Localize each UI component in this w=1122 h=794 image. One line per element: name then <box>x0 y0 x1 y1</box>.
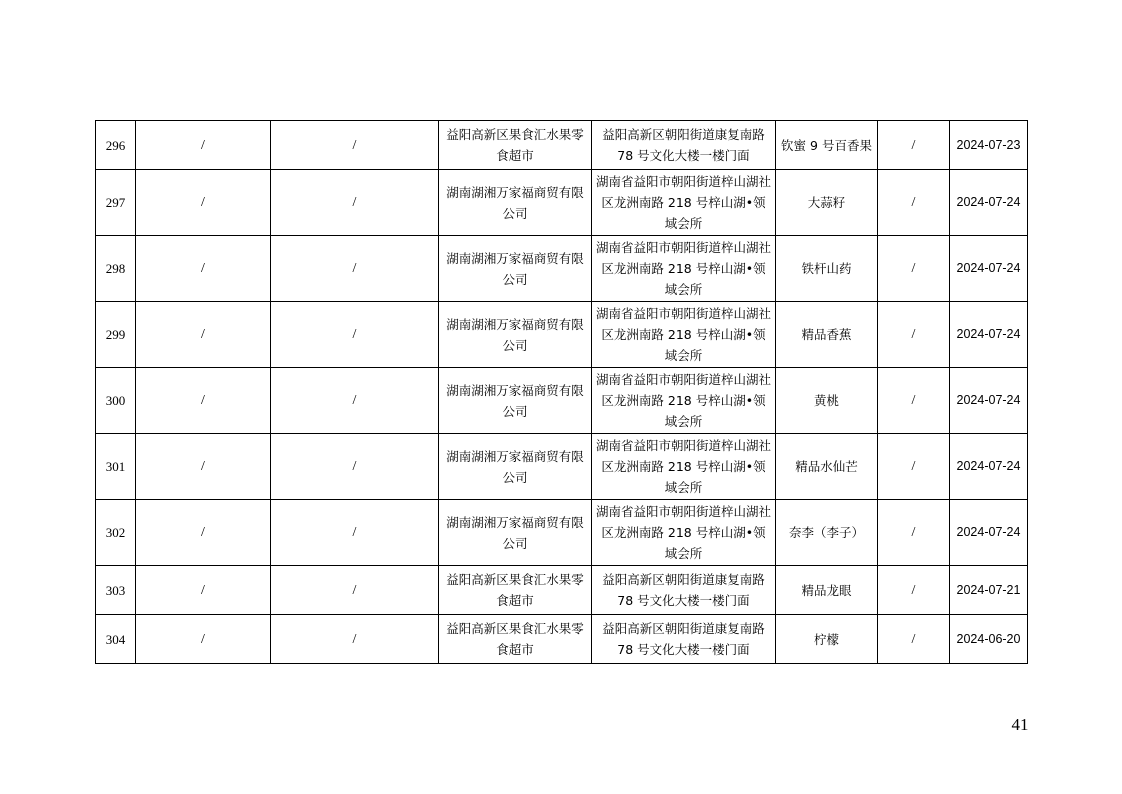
row-number: 303 <box>96 566 136 615</box>
empty-cell: / <box>271 615 439 664</box>
address-cell: 益阳高新区朝阳街道康复南路 78 号文化大楼一楼门面 <box>592 615 776 664</box>
address-cell: 湖南省益阳市朝阳街道梓山湖社区龙洲南路 218 号梓山湖•领域会所 <box>592 500 776 566</box>
company-cell: 湖南湖湘万家福商贸有限公司 <box>439 368 592 434</box>
results-table <box>95 120 1028 664</box>
empty-cell: / <box>136 236 271 302</box>
address-cell: 湖南省益阳市朝阳街道梓山湖社区龙洲南路 218 号梓山湖•领域会所 <box>592 170 776 236</box>
company-cell: 湖南湖湘万家福商贸有限公司 <box>439 500 592 566</box>
product-cell: 精品龙眼 <box>776 566 878 615</box>
row-number: 299 <box>96 302 136 368</box>
empty-cell: / <box>271 368 439 434</box>
date-cell: 2024-07-24 <box>950 236 1028 302</box>
table-row <box>96 434 1028 500</box>
product-cell: 铁杆山药 <box>776 236 878 302</box>
product-cell: 精品水仙芒 <box>776 434 878 500</box>
date-cell: 2024-07-24 <box>950 170 1028 236</box>
row-number: 298 <box>96 236 136 302</box>
empty-cell: / <box>878 500 950 566</box>
product-cell: 大蒜籽 <box>776 170 878 236</box>
table-row <box>96 302 1028 368</box>
date-cell: 2024-07-23 <box>950 121 1028 170</box>
empty-cell: / <box>136 368 271 434</box>
company-cell: 湖南湖湘万家福商贸有限公司 <box>439 302 592 368</box>
empty-cell: / <box>271 121 439 170</box>
empty-cell: / <box>136 121 271 170</box>
empty-cell: / <box>271 236 439 302</box>
product-cell: 奈李（李子） <box>776 500 878 566</box>
date-cell: 2024-07-24 <box>950 500 1028 566</box>
address-cell: 湖南省益阳市朝阳街道梓山湖社区龙洲南路 218 号梓山湖•领域会所 <box>592 236 776 302</box>
company-cell: 益阳高新区果食汇水果零食超市 <box>439 615 592 664</box>
empty-cell: / <box>878 615 950 664</box>
table-row <box>96 121 1028 170</box>
date-cell: 2024-07-24 <box>950 368 1028 434</box>
empty-cell: / <box>136 434 271 500</box>
empty-cell: / <box>878 434 950 500</box>
date-cell: 2024-07-24 <box>950 302 1028 368</box>
table-row <box>96 615 1028 664</box>
company-cell: 湖南湖湘万家福商贸有限公司 <box>439 236 592 302</box>
row-number: 297 <box>96 170 136 236</box>
table-row <box>96 236 1028 302</box>
company-cell: 益阳高新区果食汇水果零食超市 <box>439 566 592 615</box>
empty-cell: / <box>878 302 950 368</box>
empty-cell: / <box>136 566 271 615</box>
empty-cell: / <box>136 170 271 236</box>
table-row <box>96 170 1028 236</box>
address-cell: 湖南省益阳市朝阳街道梓山湖社区龙洲南路 218 号梓山湖•领域会所 <box>592 368 776 434</box>
empty-cell: / <box>878 170 950 236</box>
date-cell: 2024-07-21 <box>950 566 1028 615</box>
row-number: 304 <box>96 615 136 664</box>
row-number: 301 <box>96 434 136 500</box>
date-cell: 2024-06-20 <box>950 615 1028 664</box>
row-number: 302 <box>96 500 136 566</box>
product-cell: 柠檬 <box>776 615 878 664</box>
company-cell: 湖南湖湘万家福商贸有限公司 <box>439 434 592 500</box>
empty-cell: / <box>271 170 439 236</box>
row-number: 296 <box>96 121 136 170</box>
company-cell: 益阳高新区果食汇水果零食超市 <box>439 121 592 170</box>
date-cell: 2024-07-24 <box>950 434 1028 500</box>
empty-cell: / <box>271 302 439 368</box>
empty-cell: / <box>136 500 271 566</box>
empty-cell: / <box>271 566 439 615</box>
empty-cell: / <box>271 434 439 500</box>
empty-cell: / <box>271 500 439 566</box>
row-number: 300 <box>96 368 136 434</box>
empty-cell: / <box>878 368 950 434</box>
table-row <box>96 500 1028 566</box>
empty-cell: / <box>878 121 950 170</box>
page-number: 41 <box>1011 715 1029 734</box>
empty-cell: / <box>136 302 271 368</box>
address-cell: 湖南省益阳市朝阳街道梓山湖社区龙洲南路 218 号梓山湖•领域会所 <box>592 302 776 368</box>
table-row <box>96 566 1028 615</box>
product-cell: 钦蜜 9 号百香果 <box>776 121 878 170</box>
address-cell: 益阳高新区朝阳街道康复南路 78 号文化大楼一楼门面 <box>592 121 776 170</box>
address-cell: 湖南省益阳市朝阳街道梓山湖社区龙洲南路 218 号梓山湖•领域会所 <box>592 434 776 500</box>
table-row <box>96 368 1028 434</box>
empty-cell: / <box>136 615 271 664</box>
product-cell: 精品香蕉 <box>776 302 878 368</box>
empty-cell: / <box>878 566 950 615</box>
address-cell: 益阳高新区朝阳街道康复南路 78 号文化大楼一楼门面 <box>592 566 776 615</box>
product-cell: 黄桃 <box>776 368 878 434</box>
empty-cell: / <box>878 236 950 302</box>
company-cell: 湖南湖湘万家福商贸有限公司 <box>439 170 592 236</box>
